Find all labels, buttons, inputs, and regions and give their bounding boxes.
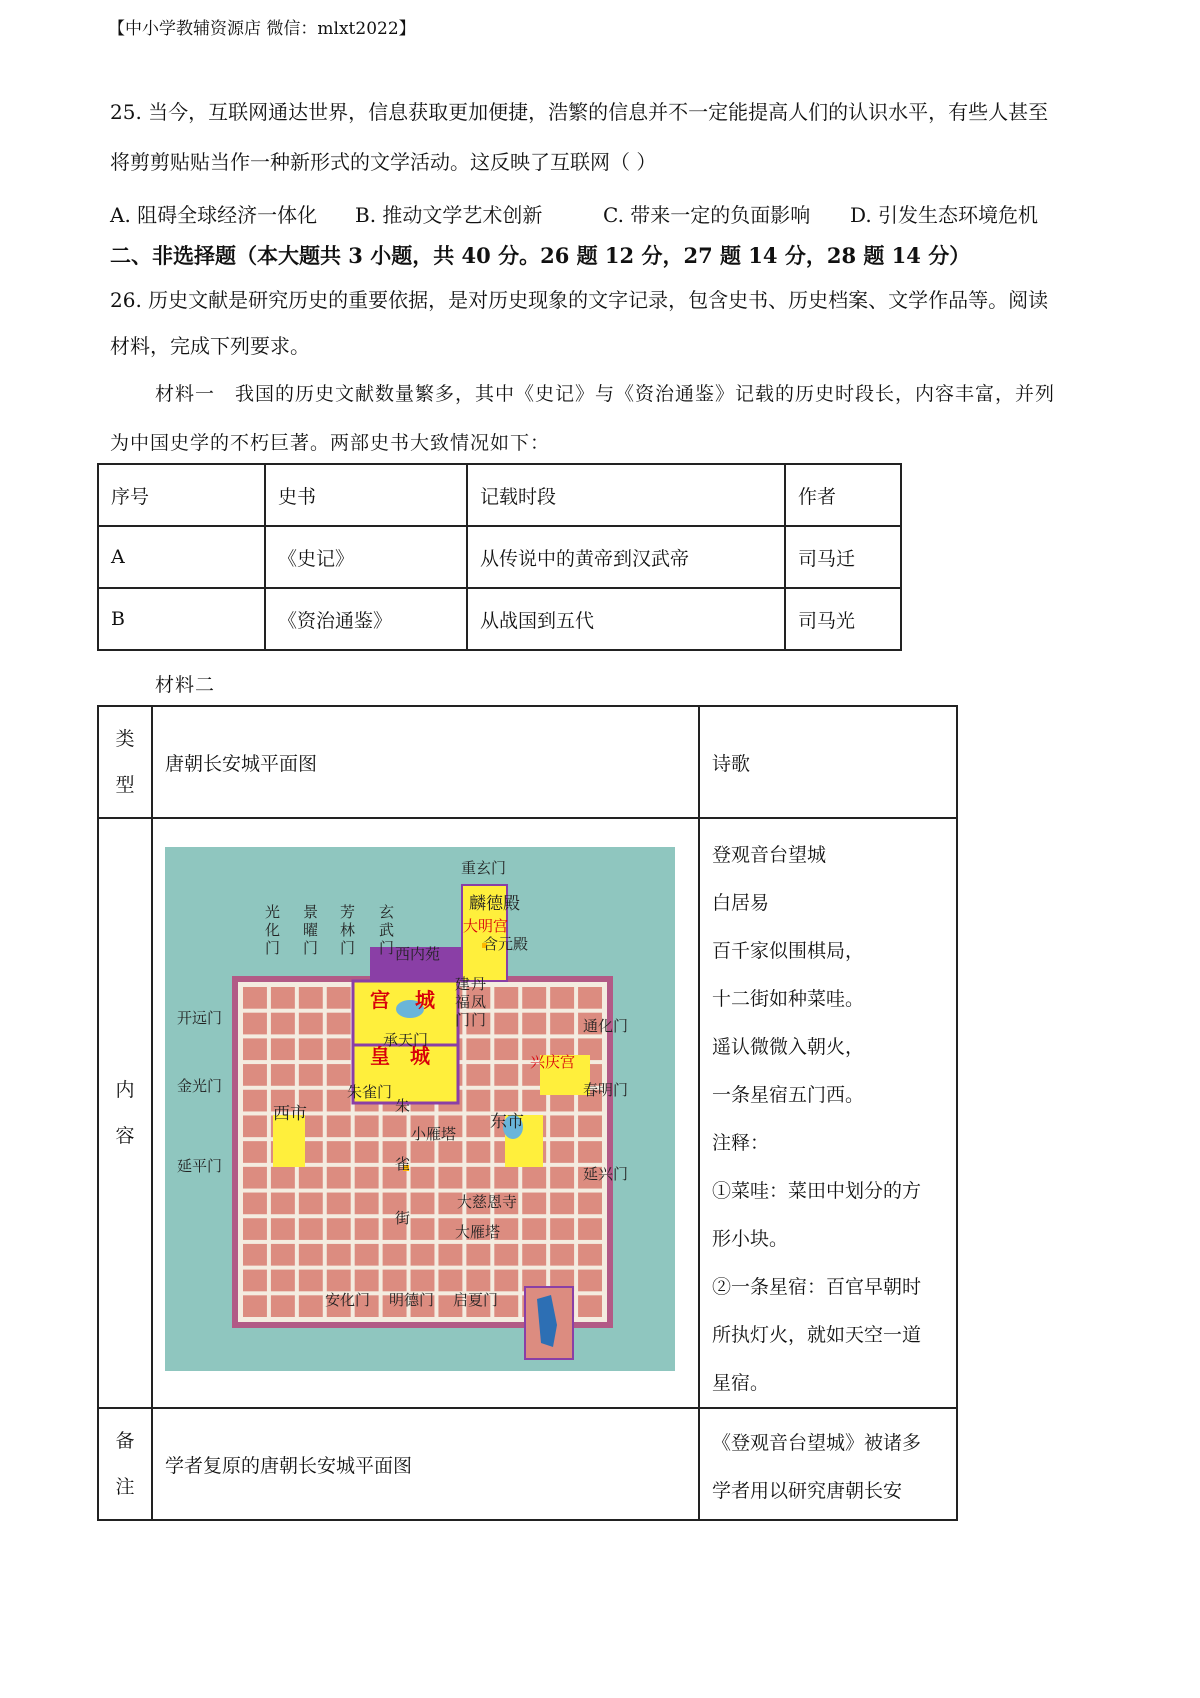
- section-title: 二、非选择题（本大题共 3 小题，共 40 分。26 题 12 分，27 题 14 分，28 题 14 分）: [110, 243, 971, 268]
- city-block: [355, 1218, 379, 1240]
- city-block: [383, 1270, 407, 1292]
- label-yanping: 延平门: [177, 1157, 223, 1175]
- city-block: [271, 987, 295, 1009]
- table-cell: 司马迁: [785, 526, 901, 588]
- city-block: [327, 1013, 351, 1035]
- city-block: [466, 1090, 490, 1112]
- label-fanglin: 芳: [340, 903, 356, 921]
- watermark: 【中小学教辅资源店 微信：mlxt2022】: [108, 19, 416, 39]
- city-block: [578, 1295, 602, 1317]
- note-label: 备 注: [98, 1408, 152, 1520]
- city-block: [243, 1141, 267, 1163]
- table-cell: 从战国到五代: [467, 588, 785, 650]
- table-row: [98, 818, 957, 1408]
- city-block: [243, 1013, 267, 1035]
- city-block: [438, 1167, 462, 1189]
- city-block: [466, 1244, 490, 1266]
- table-row: [98, 588, 901, 650]
- city-block: [243, 1115, 267, 1137]
- city-block: [355, 1115, 379, 1137]
- city-block: [271, 1013, 295, 1035]
- city-block: [271, 1295, 295, 1317]
- city-block: [327, 1038, 351, 1060]
- city-block: [466, 1115, 490, 1137]
- table-header-cell: 史书: [265, 464, 467, 526]
- city-block: [271, 1270, 295, 1292]
- city-block: [243, 1244, 267, 1266]
- city-block: [243, 1064, 267, 1086]
- city-block: [522, 1167, 546, 1189]
- city-block: [494, 1064, 518, 1086]
- poem-line: 百千家似围棋局，: [712, 940, 865, 962]
- label-huangcheng: 城: [410, 1044, 430, 1068]
- label-men: 门: [471, 1011, 487, 1029]
- label-guanghua: 门: [265, 939, 281, 957]
- note-poem-line: 学者用以研究唐朝长安: [712, 1480, 903, 1502]
- city-block: [355, 1141, 379, 1163]
- city-block: [494, 1167, 518, 1189]
- city-block: [299, 1167, 323, 1189]
- city-block: [243, 1167, 267, 1189]
- content-label: 内 容: [98, 818, 152, 1408]
- city-block: [438, 1141, 462, 1163]
- city-block: [411, 1167, 435, 1189]
- city-block: [383, 1244, 407, 1266]
- label-huangcheng: 皇: [370, 1044, 390, 1068]
- material1-table: [97, 463, 902, 651]
- poem-line: 白居易: [712, 892, 770, 914]
- label-chengtian: 承天门: [383, 1031, 429, 1049]
- table-row: [98, 1408, 957, 1520]
- city-block: [494, 987, 518, 1009]
- option-a[interactable]: A. 阻碍全球经济一体化: [110, 203, 318, 227]
- label-ciensi: 大慈恩寺: [457, 1193, 518, 1211]
- label-jingyao: 景: [303, 903, 319, 921]
- poem-line: 星宿。: [712, 1372, 770, 1394]
- col-poem-header: 诗歌: [699, 706, 957, 818]
- label-hanyuan: 含元殿: [483, 935, 529, 953]
- label-anhua: 安化门: [325, 1291, 371, 1309]
- city-block: [550, 1218, 574, 1240]
- label-xingqing: 兴庆宫: [530, 1053, 576, 1071]
- label-xuanwu: 门: [379, 939, 395, 957]
- city-block: [327, 1115, 351, 1137]
- table-cell: 从传说中的黄帝到汉武帝: [467, 526, 785, 588]
- city-block: [299, 987, 323, 1009]
- city-block: [466, 1270, 490, 1292]
- poem-line: 十二街如种菜哇。: [712, 988, 865, 1010]
- city-block: [271, 1167, 295, 1189]
- poem-line: 登观音台望城: [712, 844, 827, 866]
- option-b[interactable]: B. 推动文学艺术创新: [355, 203, 543, 227]
- city-block: [550, 1193, 574, 1215]
- label-jingyao: 门: [303, 939, 319, 957]
- label-zhuque-street: 朱: [395, 1097, 411, 1115]
- city-block: [299, 1038, 323, 1060]
- city-block: [578, 987, 602, 1009]
- label-gongcheng: 宫: [370, 988, 390, 1012]
- material1-line2: 为中国史学的不朽巨著。两部史书大致情况如下：: [110, 432, 551, 454]
- city-block: [243, 1218, 267, 1240]
- table-cell: B: [98, 588, 265, 650]
- city-block: [243, 1270, 267, 1292]
- city-block: [299, 1193, 323, 1215]
- label-qixia: 启夏门: [453, 1291, 499, 1309]
- poem-line: ①菜哇：菜田中划分的方: [712, 1180, 922, 1202]
- city-block: [578, 1270, 602, 1292]
- label-xiaoyanta: 小雁塔: [411, 1125, 457, 1143]
- table-cell: 《资治通鉴》: [265, 588, 467, 650]
- city-block: [243, 987, 267, 1009]
- option-c[interactable]: C. 带来一定的负面影响: [603, 203, 811, 227]
- label-xuanwu: 玄: [379, 903, 395, 921]
- city-block: [327, 987, 351, 1009]
- city-block: [383, 1115, 407, 1137]
- q26-line2: 材料，完成下列要求。: [110, 334, 310, 358]
- city-block: [550, 1167, 574, 1189]
- q25-line1: 25. 当今，互联网通达世界，信息获取更加便捷，浩繁的信息并不一定能提高人们的认识水平，有些人甚至: [110, 100, 1049, 124]
- label-daming: 大明宫: [463, 917, 509, 935]
- city-block: [271, 1193, 295, 1215]
- city-block: [550, 987, 574, 1009]
- label-zhuque-street: 街: [395, 1209, 411, 1227]
- label-jingyao: 曜: [303, 921, 319, 939]
- city-block: [466, 1141, 490, 1163]
- label-men: 门: [455, 1011, 471, 1029]
- city-block: [494, 1270, 518, 1292]
- city-block: [494, 1038, 518, 1060]
- map-cell: [152, 818, 699, 1408]
- label-dayanta: 大雁塔: [455, 1223, 501, 1241]
- poem-line: 遥认微微入朝火，: [712, 1036, 865, 1058]
- city-block: [327, 1270, 351, 1292]
- poem-line: 形小块。: [712, 1228, 789, 1250]
- label-chunming: 春明门: [583, 1081, 629, 1099]
- label-zhuque-street: 雀: [395, 1155, 411, 1173]
- city-block: [578, 1141, 602, 1163]
- city-block: [271, 1064, 295, 1086]
- city-block: [243, 1038, 267, 1060]
- city-block: [522, 1013, 546, 1035]
- label-gongcheng: 城: [415, 988, 435, 1012]
- label-guanghua: 光: [265, 903, 281, 921]
- label-kaiyuan: 开远门: [177, 1009, 223, 1027]
- option-d[interactable]: D. 引发生态环境危机: [850, 203, 1039, 227]
- label-fanglin: 门: [340, 939, 356, 957]
- material1-line1: 材料一 我国的历史文献数量繁多，其中《史记》与《资治通鉴》记载的历史时段长，内容丰富，并列: [155, 383, 1056, 405]
- label-dongshi: 东市: [490, 1112, 524, 1132]
- city-block: [494, 1244, 518, 1266]
- city-block: [271, 1038, 295, 1060]
- label-xishi: 西市: [273, 1104, 307, 1124]
- city-block: [466, 1167, 490, 1189]
- poem-cell: [699, 818, 957, 1408]
- changan-map: [165, 847, 675, 1371]
- city-block: [243, 1090, 267, 1112]
- city-block: [355, 1270, 379, 1292]
- city-block: [327, 1218, 351, 1240]
- label-yanxing: 延兴门: [583, 1165, 629, 1183]
- label-zhuquemen: 朱雀门: [347, 1083, 393, 1101]
- city-block: [411, 1141, 435, 1163]
- label-linde: 麟德殿: [469, 894, 520, 914]
- note-map: 学者复原的唐朝长安城平面图: [152, 1408, 699, 1520]
- q26-line1: 26. 历史文献是研究历史的重要依据，是对历史现象的文字记录，包含史书、历史档案、文学作品等。阅读: [110, 288, 1049, 312]
- city-block: [243, 1193, 267, 1215]
- city-block: [299, 1244, 323, 1266]
- city-block: [271, 1218, 295, 1240]
- city-block: [438, 1270, 462, 1292]
- table-header-row: [98, 706, 957, 818]
- city-block: [550, 1244, 574, 1266]
- city-block: [466, 1038, 490, 1060]
- label-jinguang: 金光门: [177, 1077, 223, 1095]
- city-block: [522, 1244, 546, 1266]
- table-cell: 《史记》: [265, 526, 467, 588]
- city-block: [550, 1141, 574, 1163]
- city-block: [466, 1064, 490, 1086]
- col-map-header: 唐朝长安城平面图: [152, 706, 699, 818]
- poem-line: ②一条星宿：百官早朝时: [712, 1276, 922, 1298]
- label-guanghua: 化: [265, 921, 281, 939]
- table-header-cell: 记载时段: [467, 464, 785, 526]
- city-block: [578, 1193, 602, 1215]
- label-xineiyuan: 西内苑: [395, 945, 441, 963]
- city-block: [327, 1244, 351, 1266]
- city-block: [522, 1218, 546, 1240]
- city-block: [299, 1295, 323, 1317]
- city-block: [578, 1218, 602, 1240]
- poem-line: 一条星宿五门西。: [712, 1084, 865, 1106]
- label-chongxuan: 重玄门: [461, 859, 507, 877]
- table-cell: A: [98, 526, 265, 588]
- table-header-row: [98, 464, 901, 526]
- table-row: [98, 526, 901, 588]
- city-block: [243, 1295, 267, 1317]
- city-block: [355, 1244, 379, 1266]
- poem-line: 注释：: [712, 1132, 770, 1154]
- label-fanglin: 林: [340, 921, 356, 939]
- label-mingde: 明德门: [389, 1291, 435, 1309]
- city-block: [411, 1270, 435, 1292]
- city-block: [494, 1013, 518, 1035]
- city-block: [327, 1193, 351, 1215]
- label-jiandan: 丹: [471, 975, 487, 993]
- table-cell: 司马光: [785, 588, 901, 650]
- city-block: [411, 1244, 435, 1266]
- city-block: [494, 1090, 518, 1112]
- city-block: [550, 1115, 574, 1137]
- label-fufeng: 福: [455, 993, 471, 1011]
- city-block: [578, 1115, 602, 1137]
- city-block: [411, 1218, 435, 1240]
- label-jiandan: 建: [455, 975, 471, 993]
- city-block: [411, 1193, 435, 1215]
- table-header-cell: 作者: [785, 464, 901, 526]
- label-fufeng: 凤: [471, 993, 487, 1011]
- city-block: [522, 1193, 546, 1215]
- city-block: [578, 1244, 602, 1266]
- city-block: [299, 1013, 323, 1035]
- label-xuanwu: 武: [379, 921, 395, 939]
- material2-label: 材料二: [155, 674, 216, 696]
- note-poem-line: 《登观音台望城》被诸多: [712, 1432, 922, 1454]
- material2-table: [97, 705, 958, 1521]
- city-block: [299, 1270, 323, 1292]
- type-label: 类 型: [98, 706, 152, 818]
- label-tonghua: 通化门: [583, 1017, 629, 1035]
- poem-line: 所执灯火，就如天空一道: [712, 1324, 922, 1346]
- city-block: [355, 1193, 379, 1215]
- city-block: [550, 1013, 574, 1035]
- city-block: [299, 1218, 323, 1240]
- table-header-cell: 序号: [98, 464, 265, 526]
- city-block: [327, 1167, 351, 1189]
- city-block: [299, 1064, 323, 1086]
- note-poem: [699, 1408, 957, 1520]
- city-block: [522, 987, 546, 1009]
- city-block: [438, 1244, 462, 1266]
- city-block: [327, 1141, 351, 1163]
- city-block: [271, 1244, 295, 1266]
- q25-line2: 将剪剪贴贴当作一种新形式的文学活动。这反映了互联网（ ）: [110, 150, 657, 174]
- city-block: [355, 1167, 379, 1189]
